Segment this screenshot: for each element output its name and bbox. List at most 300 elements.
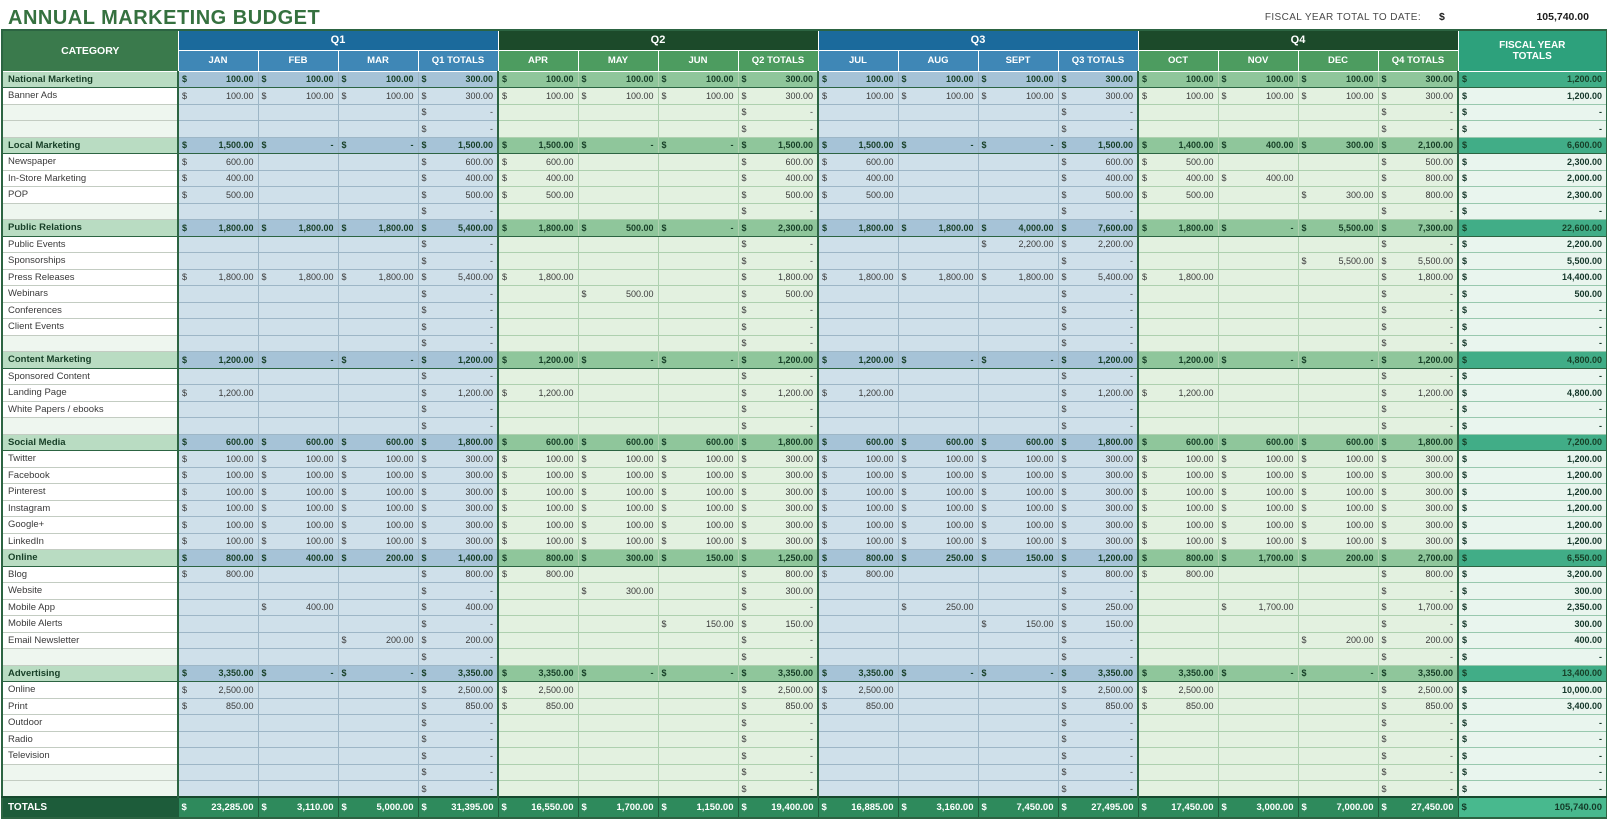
cell-r6-c3[interactable] [418, 170, 498, 187]
cell-r0-c11[interactable] [1058, 71, 1138, 88]
cell-r14-c9[interactable] [898, 302, 978, 319]
cell-r15-c15[interactable] [1378, 319, 1458, 336]
cell-r21-c11[interactable] [1058, 418, 1138, 435]
cell-r41-c9[interactable] [898, 748, 978, 765]
cell-r42-c7[interactable] [738, 764, 818, 781]
cell-r20-c4[interactable] [498, 401, 578, 418]
cell-r18-c10[interactable] [978, 368, 1058, 385]
cell-r2-c8[interactable] [818, 104, 898, 121]
cell-r24-c11[interactable] [1058, 467, 1138, 484]
cell-r44-c4[interactable] [498, 797, 578, 818]
cell-r15-c2[interactable] [338, 319, 418, 336]
cell-r34-c11[interactable] [1058, 632, 1138, 649]
cell-r37-c1[interactable] [258, 682, 338, 699]
cell-r2-c9[interactable] [898, 104, 978, 121]
cell-r13-c2[interactable] [338, 286, 418, 303]
row-label[interactable]: Client Events [2, 319, 178, 336]
cell-r13-c14[interactable] [1298, 286, 1378, 303]
cell-r17-c7[interactable] [738, 352, 818, 369]
month-header-jul[interactable]: JUL [818, 50, 898, 71]
cell-r27-c3[interactable] [418, 517, 498, 534]
cell-r7-c0[interactable] [178, 187, 258, 204]
cell-r30-c5[interactable] [578, 566, 658, 583]
cell-r8-c16[interactable] [1458, 203, 1607, 220]
cell-r14-c11[interactable] [1058, 302, 1138, 319]
cell-r32-c1[interactable] [258, 599, 338, 616]
cell-r29-c9[interactable] [898, 550, 978, 567]
cell-r9-c12[interactable] [1138, 220, 1218, 237]
cell-r3-c13[interactable] [1218, 121, 1298, 138]
cell-r13-c8[interactable] [818, 286, 898, 303]
cell-r14-c5[interactable] [578, 302, 658, 319]
cell-r25-c4[interactable] [498, 484, 578, 501]
cell-r9-c16[interactable] [1458, 220, 1607, 237]
cell-r33-c1[interactable] [258, 616, 338, 633]
cell-r41-c3[interactable] [418, 748, 498, 765]
cell-r19-c9[interactable] [898, 385, 978, 402]
cell-r38-c10[interactable] [978, 698, 1058, 715]
cell-r20-c12[interactable] [1138, 401, 1218, 418]
cell-r1-c6[interactable] [658, 88, 738, 105]
cell-r0-c10[interactable] [978, 71, 1058, 88]
cell-r44-c14[interactable] [1298, 797, 1378, 818]
cell-r33-c5[interactable] [578, 616, 658, 633]
cell-r37-c2[interactable] [338, 682, 418, 699]
cell-r12-c9[interactable] [898, 269, 978, 286]
cell-r17-c2[interactable] [338, 352, 418, 369]
cell-r39-c12[interactable] [1138, 715, 1218, 732]
cell-r43-c2[interactable] [338, 781, 418, 798]
cell-r25-c3[interactable] [418, 484, 498, 501]
cell-r1-c4[interactable] [498, 88, 578, 105]
quarter-header-q4[interactable]: Q4 [1138, 30, 1458, 50]
section-label[interactable]: Advertising [2, 665, 178, 682]
cell-r24-c1[interactable] [258, 467, 338, 484]
cell-r19-c8[interactable] [818, 385, 898, 402]
cell-r1-c10[interactable] [978, 88, 1058, 105]
cell-r43-c5[interactable] [578, 781, 658, 798]
cell-r42-c4[interactable] [498, 764, 578, 781]
cell-r2-c2[interactable] [338, 104, 418, 121]
row-label[interactable] [2, 418, 178, 435]
cell-r16-c2[interactable] [338, 335, 418, 352]
cell-r40-c12[interactable] [1138, 731, 1218, 748]
cell-r22-c11[interactable] [1058, 434, 1138, 451]
row-label[interactable] [2, 764, 178, 781]
cell-r25-c7[interactable] [738, 484, 818, 501]
cell-r17-c12[interactable] [1138, 352, 1218, 369]
cell-r14-c0[interactable] [178, 302, 258, 319]
cell-r7-c2[interactable] [338, 187, 418, 204]
cell-r3-c16[interactable] [1458, 121, 1607, 138]
cell-r26-c6[interactable] [658, 500, 738, 517]
cell-r10-c7[interactable] [738, 236, 818, 253]
cell-r38-c2[interactable] [338, 698, 418, 715]
cell-r17-c10[interactable] [978, 352, 1058, 369]
cell-r14-c15[interactable] [1378, 302, 1458, 319]
cell-r29-c11[interactable] [1058, 550, 1138, 567]
cell-r35-c2[interactable] [338, 649, 418, 666]
cell-r20-c16[interactable] [1458, 401, 1607, 418]
cell-r23-c15[interactable] [1378, 451, 1458, 468]
cell-r5-c10[interactable] [978, 154, 1058, 171]
section-label[interactable]: National Marketing [2, 71, 178, 88]
cell-r4-c12[interactable] [1138, 137, 1218, 154]
cell-r30-c16[interactable] [1458, 566, 1607, 583]
cell-r22-c8[interactable] [818, 434, 898, 451]
cell-r6-c8[interactable] [818, 170, 898, 187]
cell-r43-c8[interactable] [818, 781, 898, 798]
cell-r20-c6[interactable] [658, 401, 738, 418]
cell-r3-c4[interactable] [498, 121, 578, 138]
cell-r32-c0[interactable] [178, 599, 258, 616]
cell-r10-c12[interactable] [1138, 236, 1218, 253]
cell-r21-c1[interactable] [258, 418, 338, 435]
cell-r23-c9[interactable] [898, 451, 978, 468]
cell-r27-c2[interactable] [338, 517, 418, 534]
cell-r9-c10[interactable] [978, 220, 1058, 237]
row-label[interactable]: Facebook [2, 467, 178, 484]
cell-r1-c3[interactable] [418, 88, 498, 105]
cell-r16-c7[interactable] [738, 335, 818, 352]
cell-r34-c0[interactable] [178, 632, 258, 649]
cell-r23-c3[interactable] [418, 451, 498, 468]
cell-r41-c6[interactable] [658, 748, 738, 765]
cell-r12-c4[interactable] [498, 269, 578, 286]
month-header-oct[interactable]: OCT [1138, 50, 1218, 71]
cell-r22-c1[interactable] [258, 434, 338, 451]
cell-r15-c4[interactable] [498, 319, 578, 336]
cell-r43-c6[interactable] [658, 781, 738, 798]
cell-r10-c8[interactable] [818, 236, 898, 253]
cell-r11-c12[interactable] [1138, 253, 1218, 270]
cell-r25-c14[interactable] [1298, 484, 1378, 501]
cell-r34-c13[interactable] [1218, 632, 1298, 649]
cell-r34-c8[interactable] [818, 632, 898, 649]
cell-r17-c16[interactable] [1458, 352, 1607, 369]
cell-r34-c1[interactable] [258, 632, 338, 649]
cell-r32-c7[interactable] [738, 599, 818, 616]
cell-r9-c5[interactable] [578, 220, 658, 237]
cell-r36-c11[interactable] [1058, 665, 1138, 682]
month-header-jun[interactable]: JUN [658, 50, 738, 71]
section-label[interactable]: Local Marketing [2, 137, 178, 154]
cell-r26-c1[interactable] [258, 500, 338, 517]
cell-r35-c6[interactable] [658, 649, 738, 666]
cell-r7-c5[interactable] [578, 187, 658, 204]
cell-r37-c12[interactable] [1138, 682, 1218, 699]
cell-r7-c8[interactable] [818, 187, 898, 204]
row-label[interactable]: Online [2, 682, 178, 699]
cell-r14-c8[interactable] [818, 302, 898, 319]
cell-r5-c7[interactable] [738, 154, 818, 171]
section-label[interactable]: Public Relations [2, 220, 178, 237]
cell-r34-c16[interactable] [1458, 632, 1607, 649]
cell-r27-c4[interactable] [498, 517, 578, 534]
cell-r9-c14[interactable] [1298, 220, 1378, 237]
cell-r28-c1[interactable] [258, 533, 338, 550]
cell-r25-c1[interactable] [258, 484, 338, 501]
cell-r15-c11[interactable] [1058, 319, 1138, 336]
cell-r10-c6[interactable] [658, 236, 738, 253]
cell-r0-c12[interactable] [1138, 71, 1218, 88]
cell-r30-c6[interactable] [658, 566, 738, 583]
cell-r33-c4[interactable] [498, 616, 578, 633]
row-label[interactable]: Radio [2, 731, 178, 748]
cell-r44-c8[interactable] [818, 797, 898, 818]
cell-r20-c0[interactable] [178, 401, 258, 418]
row-label[interactable]: Instagram [2, 500, 178, 517]
cell-r14-c10[interactable] [978, 302, 1058, 319]
cell-r17-c1[interactable] [258, 352, 338, 369]
cell-r21-c10[interactable] [978, 418, 1058, 435]
quarter-header-q3[interactable]: Q3 [818, 30, 1138, 50]
section-label[interactable]: Social Media [2, 434, 178, 451]
cell-r6-c15[interactable] [1378, 170, 1458, 187]
cell-r31-c8[interactable] [818, 583, 898, 600]
cell-r5-c13[interactable] [1218, 154, 1298, 171]
cell-r3-c15[interactable] [1378, 121, 1458, 138]
cell-r38-c4[interactable] [498, 698, 578, 715]
cell-r25-c0[interactable] [178, 484, 258, 501]
cell-r9-c6[interactable] [658, 220, 738, 237]
cell-r4-c6[interactable] [658, 137, 738, 154]
month-header-may[interactable]: MAY [578, 50, 658, 71]
cell-r36-c6[interactable] [658, 665, 738, 682]
cell-r34-c6[interactable] [658, 632, 738, 649]
cell-r29-c13[interactable] [1218, 550, 1298, 567]
cell-r23-c2[interactable] [338, 451, 418, 468]
cell-r7-c4[interactable] [498, 187, 578, 204]
cell-r41-c5[interactable] [578, 748, 658, 765]
cell-r30-c14[interactable] [1298, 566, 1378, 583]
cell-r31-c7[interactable] [738, 583, 818, 600]
cell-r43-c16[interactable] [1458, 781, 1607, 798]
quarter-totals-header-q1[interactable]: Q1 TOTALS [418, 50, 498, 71]
cell-r26-c10[interactable] [978, 500, 1058, 517]
cell-r15-c16[interactable] [1458, 319, 1607, 336]
cell-r37-c7[interactable] [738, 682, 818, 699]
cell-r13-c16[interactable] [1458, 286, 1607, 303]
cell-r6-c1[interactable] [258, 170, 338, 187]
cell-r2-c13[interactable] [1218, 104, 1298, 121]
cell-r18-c15[interactable] [1378, 368, 1458, 385]
cell-r24-c6[interactable] [658, 467, 738, 484]
cell-r2-c14[interactable] [1298, 104, 1378, 121]
cell-r44-c6[interactable] [658, 797, 738, 818]
cell-r20-c10[interactable] [978, 401, 1058, 418]
cell-r16-c10[interactable] [978, 335, 1058, 352]
cell-r23-c16[interactable] [1458, 451, 1607, 468]
cell-r17-c3[interactable] [418, 352, 498, 369]
cell-r32-c4[interactable] [498, 599, 578, 616]
cell-r31-c16[interactable] [1458, 583, 1607, 600]
cell-r16-c6[interactable] [658, 335, 738, 352]
row-label[interactable]: Website [2, 583, 178, 600]
cell-r34-c9[interactable] [898, 632, 978, 649]
cell-r29-c1[interactable] [258, 550, 338, 567]
cell-r11-c13[interactable] [1218, 253, 1298, 270]
cell-r42-c6[interactable] [658, 764, 738, 781]
cell-r1-c13[interactable] [1218, 88, 1298, 105]
cell-r44-c9[interactable] [898, 797, 978, 818]
cell-r21-c9[interactable] [898, 418, 978, 435]
cell-r22-c9[interactable] [898, 434, 978, 451]
cell-r28-c11[interactable] [1058, 533, 1138, 550]
cell-r14-c13[interactable] [1218, 302, 1298, 319]
cell-r22-c14[interactable] [1298, 434, 1378, 451]
cell-r22-c15[interactable] [1378, 434, 1458, 451]
cell-r4-c11[interactable] [1058, 137, 1138, 154]
cell-r8-c6[interactable] [658, 203, 738, 220]
cell-r38-c1[interactable] [258, 698, 338, 715]
row-label[interactable] [2, 649, 178, 666]
cell-r10-c0[interactable] [178, 236, 258, 253]
cell-r21-c12[interactable] [1138, 418, 1218, 435]
cell-r35-c13[interactable] [1218, 649, 1298, 666]
cell-r31-c6[interactable] [658, 583, 738, 600]
cell-r18-c2[interactable] [338, 368, 418, 385]
cell-r0-c9[interactable] [898, 71, 978, 88]
cell-r2-c3[interactable] [418, 104, 498, 121]
cell-r23-c11[interactable] [1058, 451, 1138, 468]
cell-r4-c15[interactable] [1378, 137, 1458, 154]
cell-r0-c2[interactable] [338, 71, 418, 88]
cell-r32-c12[interactable] [1138, 599, 1218, 616]
cell-r14-c6[interactable] [658, 302, 738, 319]
cell-r22-c12[interactable] [1138, 434, 1218, 451]
cell-r12-c16[interactable] [1458, 269, 1607, 286]
quarter-header-q2[interactable]: Q2 [498, 30, 818, 50]
cell-r12-c2[interactable] [338, 269, 418, 286]
cell-r38-c12[interactable] [1138, 698, 1218, 715]
cell-r42-c10[interactable] [978, 764, 1058, 781]
cell-r6-c7[interactable] [738, 170, 818, 187]
cell-r13-c0[interactable] [178, 286, 258, 303]
cell-r25-c15[interactable] [1378, 484, 1458, 501]
cell-r13-c6[interactable] [658, 286, 738, 303]
row-label[interactable]: Sponsored Content [2, 368, 178, 385]
cell-r27-c13[interactable] [1218, 517, 1298, 534]
cell-r40-c13[interactable] [1218, 731, 1298, 748]
cell-r12-c0[interactable] [178, 269, 258, 286]
cell-r43-c9[interactable] [898, 781, 978, 798]
cell-r38-c0[interactable] [178, 698, 258, 715]
cell-r5-c3[interactable] [418, 154, 498, 171]
cell-r33-c12[interactable] [1138, 616, 1218, 633]
cell-r8-c12[interactable] [1138, 203, 1218, 220]
cell-r17-c14[interactable] [1298, 352, 1378, 369]
cell-r40-c15[interactable] [1378, 731, 1458, 748]
cell-r0-c4[interactable] [498, 71, 578, 88]
cell-r36-c12[interactable] [1138, 665, 1218, 682]
cell-r11-c5[interactable] [578, 253, 658, 270]
cell-r19-c2[interactable] [338, 385, 418, 402]
cell-r9-c9[interactable] [898, 220, 978, 237]
cell-r31-c2[interactable] [338, 583, 418, 600]
cell-r21-c7[interactable] [738, 418, 818, 435]
cell-r35-c3[interactable] [418, 649, 498, 666]
cell-r18-c14[interactable] [1298, 368, 1378, 385]
cell-r16-c3[interactable] [418, 335, 498, 352]
cell-r36-c7[interactable] [738, 665, 818, 682]
category-column-header[interactable]: CATEGORY [2, 30, 178, 71]
cell-r29-c6[interactable] [658, 550, 738, 567]
cell-r8-c8[interactable] [818, 203, 898, 220]
cell-r17-c9[interactable] [898, 352, 978, 369]
cell-r29-c7[interactable] [738, 550, 818, 567]
cell-r18-c0[interactable] [178, 368, 258, 385]
cell-r39-c1[interactable] [258, 715, 338, 732]
cell-r9-c1[interactable] [258, 220, 338, 237]
cell-r26-c7[interactable] [738, 500, 818, 517]
cell-r26-c13[interactable] [1218, 500, 1298, 517]
cell-r3-c5[interactable] [578, 121, 658, 138]
cell-r37-c8[interactable] [818, 682, 898, 699]
cell-r41-c15[interactable] [1378, 748, 1458, 765]
cell-r30-c7[interactable] [738, 566, 818, 583]
cell-r28-c2[interactable] [338, 533, 418, 550]
cell-r39-c10[interactable] [978, 715, 1058, 732]
cell-r12-c1[interactable] [258, 269, 338, 286]
cell-r26-c0[interactable] [178, 500, 258, 517]
cell-r36-c0[interactable] [178, 665, 258, 682]
cell-r37-c11[interactable] [1058, 682, 1138, 699]
totals-label[interactable]: TOTALS [2, 797, 178, 818]
cell-r40-c10[interactable] [978, 731, 1058, 748]
cell-r10-c4[interactable] [498, 236, 578, 253]
cell-r8-c3[interactable] [418, 203, 498, 220]
cell-r11-c2[interactable] [338, 253, 418, 270]
cell-r10-c14[interactable] [1298, 236, 1378, 253]
row-label[interactable]: Banner Ads [2, 88, 178, 105]
cell-r20-c7[interactable] [738, 401, 818, 418]
cell-r27-c6[interactable] [658, 517, 738, 534]
cell-r7-c15[interactable] [1378, 187, 1458, 204]
cell-r23-c1[interactable] [258, 451, 338, 468]
cell-r29-c3[interactable] [418, 550, 498, 567]
cell-r11-c4[interactable] [498, 253, 578, 270]
cell-r31-c9[interactable] [898, 583, 978, 600]
cell-r37-c0[interactable] [178, 682, 258, 699]
cell-r42-c1[interactable] [258, 764, 338, 781]
cell-r37-c13[interactable] [1218, 682, 1298, 699]
row-label[interactable]: Landing Page [2, 385, 178, 402]
cell-r44-c1[interactable] [258, 797, 338, 818]
cell-r30-c2[interactable] [338, 566, 418, 583]
cell-r28-c13[interactable] [1218, 533, 1298, 550]
cell-r17-c11[interactable] [1058, 352, 1138, 369]
cell-r32-c6[interactable] [658, 599, 738, 616]
cell-r16-c11[interactable] [1058, 335, 1138, 352]
cell-r35-c4[interactable] [498, 649, 578, 666]
cell-r13-c3[interactable] [418, 286, 498, 303]
cell-r28-c7[interactable] [738, 533, 818, 550]
cell-r13-c7[interactable] [738, 286, 818, 303]
cell-r7-c11[interactable] [1058, 187, 1138, 204]
cell-r38-c13[interactable] [1218, 698, 1298, 715]
cell-r15-c10[interactable] [978, 319, 1058, 336]
cell-r32-c8[interactable] [818, 599, 898, 616]
cell-r43-c13[interactable] [1218, 781, 1298, 798]
cell-r5-c1[interactable] [258, 154, 338, 171]
cell-r32-c16[interactable] [1458, 599, 1607, 616]
cell-r34-c5[interactable] [578, 632, 658, 649]
cell-r42-c5[interactable] [578, 764, 658, 781]
cell-r10-c11[interactable] [1058, 236, 1138, 253]
cell-r18-c9[interactable] [898, 368, 978, 385]
cell-r24-c7[interactable] [738, 467, 818, 484]
